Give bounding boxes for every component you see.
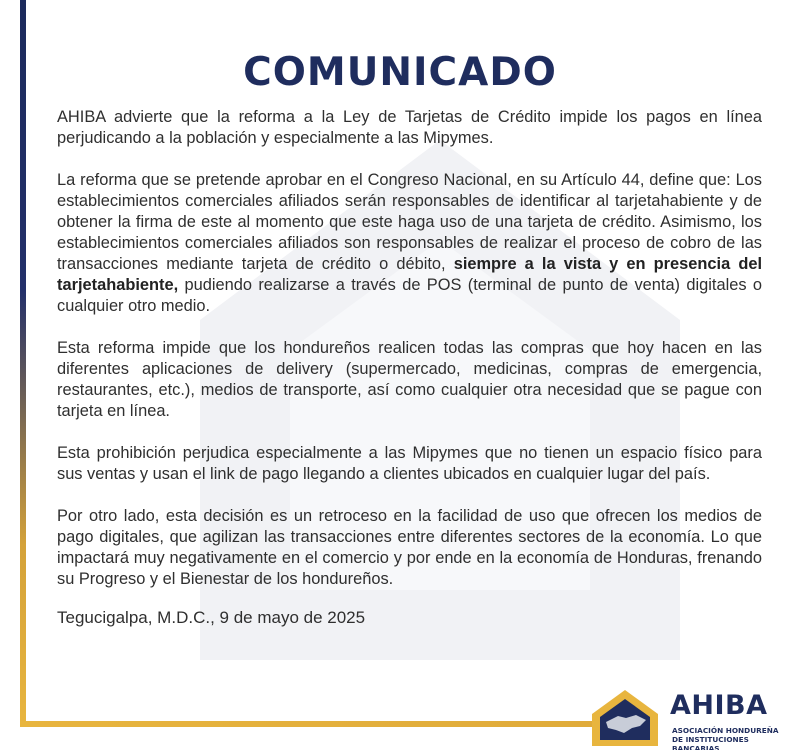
ahiba-logo: [588, 686, 788, 750]
paragraph-article-44: [57, 170, 762, 317]
communique-body: [57, 107, 762, 590]
paragraph-delivery-impact: Esta reforma impide que los hondureños realicen todas las compras que hoy hacen en las diferentes aplicaciones de delivery (supermercado, medicinas, compras de emergencia, restaurantes, etc.), medios de transporte, así como cualquier otra necesidad que se pague con tarjeta en línea.: [57, 339, 762, 420]
place-and-date: Tegucigalpa, M.D.C., 9 de mayo de 2025: [57, 608, 366, 627]
paragraph-article-44-continuation: pudiendo realizarse a través de POS (terminal de punto de venta) digitales o cualquier otro medio.: [57, 276, 762, 315]
logo-name: AHIBA: [670, 690, 768, 721]
paragraph-conclusion: Por otro lado, esta decisión es un retroceso en la facilidad de uso que ofrecen los medios de pago digitales, que agilizan las transacciones entre diferentes sectores de la economía. Lo que impactará muy negativamente en el comercio y por ende en la economía de Honduras, frenando su Progreso y el Bienestar de los hondureños.: [57, 507, 762, 588]
paragraph-article-44-text: La reforma que se pretende aprobar en el Congreso Nacional, en su Artículo 44, define que: Los establecimientos comerciales afiliados serán responsables de identificar al tarjetahabiente y de obtener la firma de este al momento que este haga uso de una tarjeta de crédito. Asimismo, los establecimientos comerciales afiliados son responsables de realizar el proceso de cobro de las transacciones mediante tarjeta de crédito o débito,: [57, 171, 762, 273]
honduras-map-logo-icon: [588, 686, 662, 750]
paragraph-mipymes: Esta prohibición perjudica especialmente a las Mipymes que no tienen un espacio físico para sus ventas y usan el link de pago llegando a clientes ubicados en cualquier lugar del país.: [57, 444, 762, 483]
logo-subtitle-line2: DE INSTITUCIONES BANCARIAS: [672, 735, 749, 750]
logo-subtitle-line1: ASOCIACIÓN HONDUREÑA: [672, 726, 779, 735]
frame-left-border: [20, 0, 26, 727]
paragraph-article-44-emphasis: siempre a la vista y en presencia del tarjetahabiente,: [57, 255, 762, 294]
page-title: COMUNICADO: [243, 50, 557, 95]
paragraph-intro: AHIBA advierte que la reforma a la Ley de Tarjetas de Crédito impide los pagos en línea perjudicando a la población y especialmente a las Mipymes.: [57, 108, 762, 147]
frame-bottom-border: [20, 721, 592, 727]
logo-subtitle: [672, 726, 792, 750]
